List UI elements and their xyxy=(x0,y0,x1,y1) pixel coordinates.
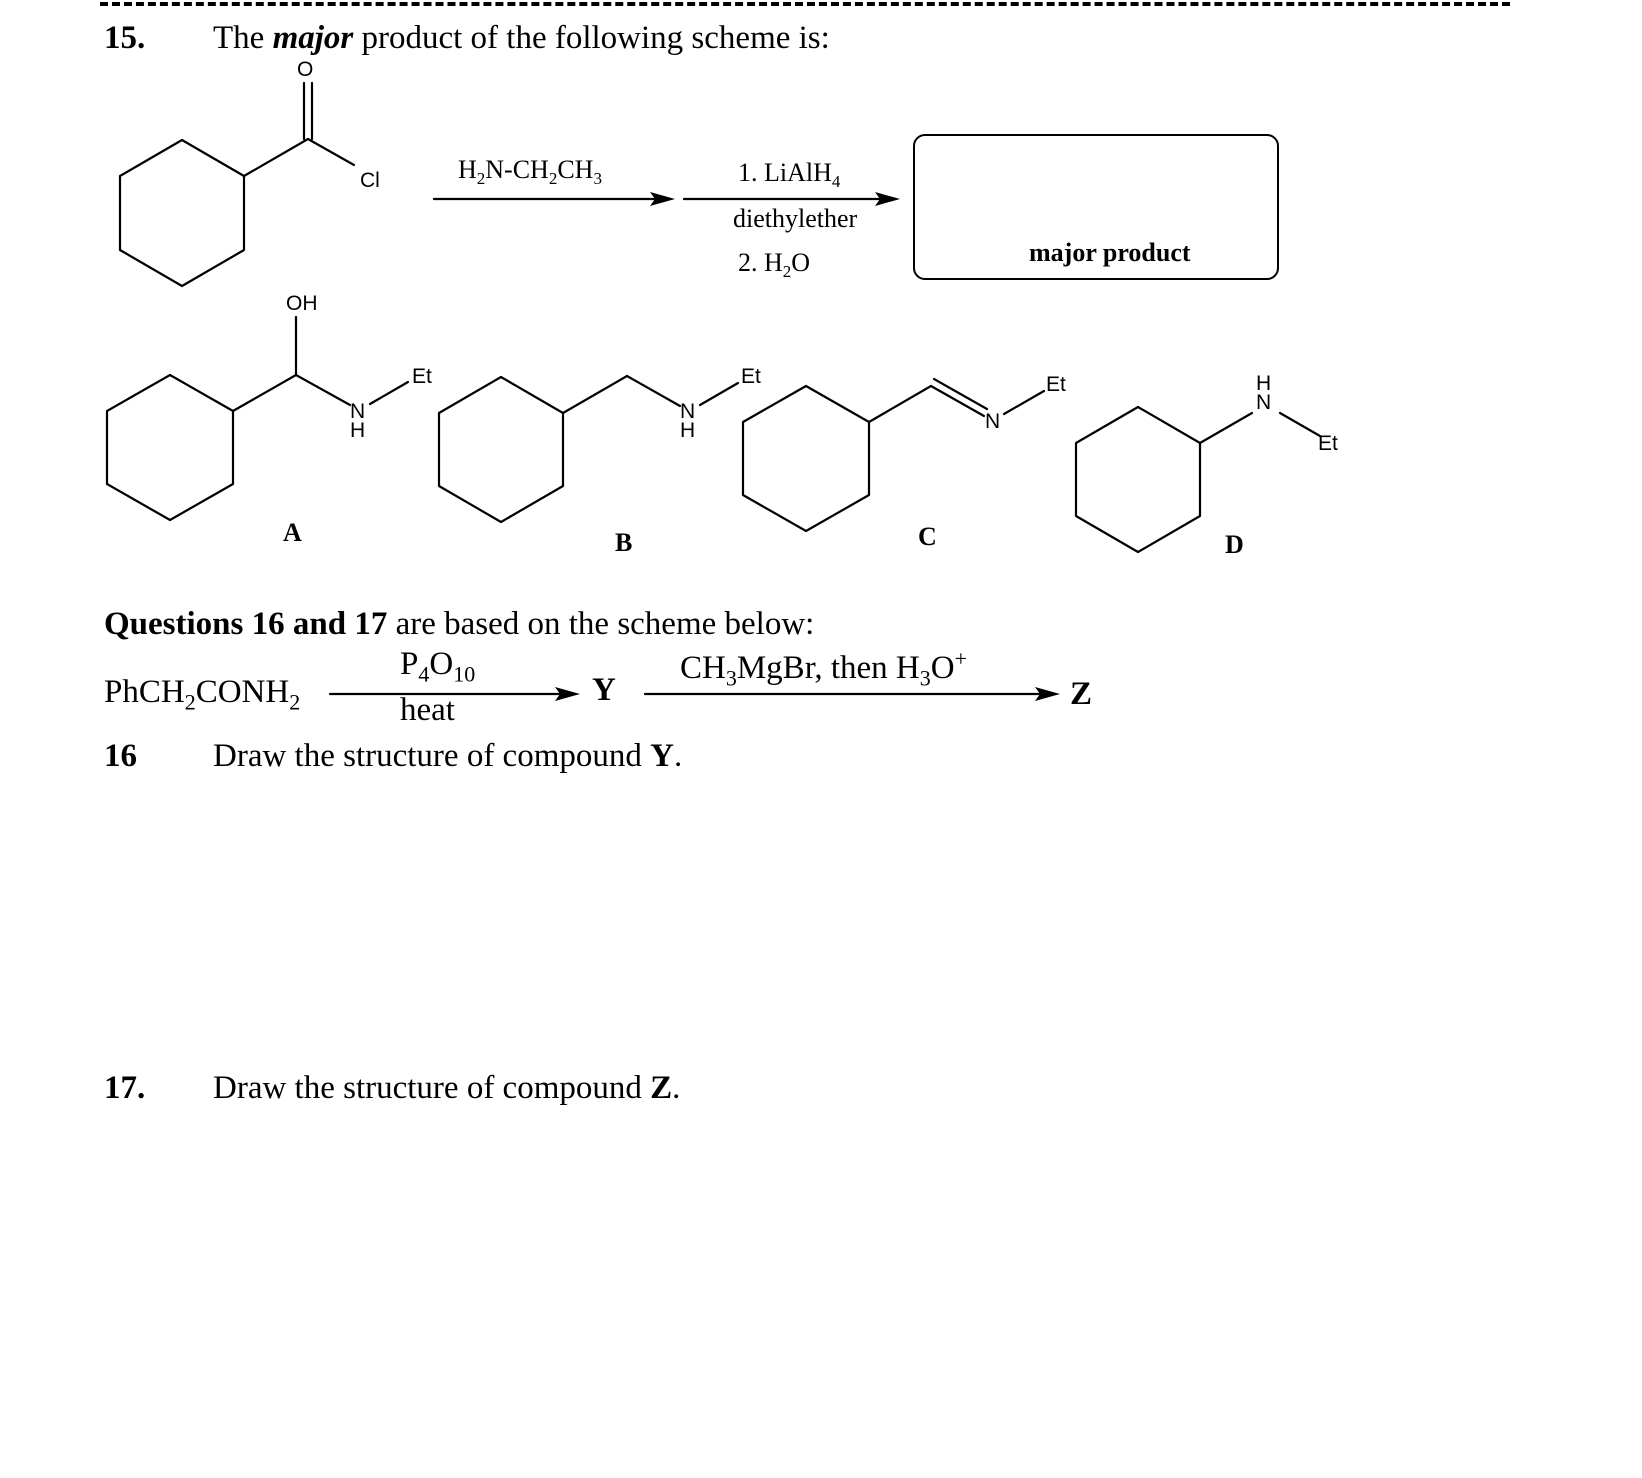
option-c-cyclohexane-ring xyxy=(743,386,869,531)
question-15-text-emphasis: major xyxy=(272,20,354,56)
option-d-n-et-bond xyxy=(1280,413,1320,436)
question-17-prompt: Draw the structure of compound xyxy=(213,1070,651,1106)
option-c-ring-ch-bond xyxy=(869,386,931,422)
question-16-compound: Y xyxy=(650,738,674,774)
option-c-n-et-bond xyxy=(1004,391,1044,414)
reagent-1-part: H xyxy=(458,155,477,184)
option-c-letter: C xyxy=(918,522,937,551)
reagent-2-subscript: 2 xyxy=(782,262,792,282)
question-15-text-post: product of the following scheme is: xyxy=(353,20,830,56)
option-a-cyclohexane-ring xyxy=(107,375,233,520)
p4o10-subscript: 4 xyxy=(418,661,430,687)
question-17-number: 17. xyxy=(104,1070,146,1106)
reagent-2-part: O xyxy=(791,248,811,277)
start-carbonyl-to-cl-bond xyxy=(308,139,354,165)
option-b-ring-ch2-bond xyxy=(563,376,627,413)
option-c-et-label: Et xyxy=(1046,373,1066,396)
option-a-n-et-bond xyxy=(370,382,408,404)
option-a-et-label: Et xyxy=(412,365,432,388)
question-15-text-pre: The xyxy=(213,20,273,56)
option-d-cyclohexane-ring xyxy=(1076,407,1200,552)
reagent-1-subscript: 3 xyxy=(593,169,602,189)
option-b-n-label: N xyxy=(680,400,696,423)
start-subscript: 2 xyxy=(289,689,301,715)
major-product-label: major product xyxy=(1029,238,1191,267)
start-carbonyl-oxygen-label: O xyxy=(297,58,314,81)
question-16-prompt: Draw the structure of compound xyxy=(213,738,651,774)
option-d-h-label: H xyxy=(1256,372,1272,395)
reagent-1-subscript: 2 xyxy=(548,169,558,189)
question-16-text xyxy=(213,738,682,775)
reagent-1-subscript: 2 xyxy=(476,169,486,189)
q15-reagent-2-line-1 xyxy=(738,158,840,192)
p4o10-part: O xyxy=(429,646,454,682)
start-ring-to-carbonyl-bond xyxy=(244,139,308,176)
starting-material-phch2conh2 xyxy=(104,674,300,716)
question-17-period: . xyxy=(672,1070,681,1106)
questions-16-17-heading xyxy=(104,606,814,643)
start-part: PhCH xyxy=(104,674,185,710)
reagent-2-part: 1. LiAlH xyxy=(738,158,832,187)
compound-y-label: Y xyxy=(592,672,616,708)
grignard-part: CH xyxy=(680,650,726,686)
heading-bold-part: Questions 16 and 17 xyxy=(104,606,388,642)
question-16-number: 16 xyxy=(104,738,137,774)
grignard-part: O xyxy=(930,650,955,686)
option-b-n-et-bond xyxy=(700,383,738,405)
grignard-subscript: 3 xyxy=(725,665,737,691)
question-17-compound: Z xyxy=(650,1070,673,1106)
option-c-imine-double-bond-b xyxy=(934,379,987,409)
start-chlorine-label: Cl xyxy=(360,169,380,192)
reagent-1-part: CH xyxy=(557,155,594,184)
option-a-cn-bond xyxy=(296,375,350,405)
p4o10-subscript: 10 xyxy=(453,661,476,687)
q15-reagent-2-line-3 xyxy=(738,248,810,282)
reagent-ch3mgbr-then-h3o xyxy=(680,646,967,692)
grignard-superscript: + xyxy=(954,646,968,671)
reagent-2-subscript: 4 xyxy=(831,172,841,192)
question-16-period: . xyxy=(673,738,683,774)
grignard-subscript: 3 xyxy=(919,665,931,691)
q15-reagent-1 xyxy=(458,155,602,189)
start-cyclohexane-ring xyxy=(120,140,244,286)
reagent-p4o10 xyxy=(400,646,475,688)
q15-reagent-2-line-2: diethylether xyxy=(733,204,858,233)
question-17-text xyxy=(213,1070,680,1107)
option-a-letter: A xyxy=(283,518,302,547)
reagent-2-part: 2. H xyxy=(738,248,783,277)
option-b-letter: B xyxy=(615,528,633,557)
question-15-number: 15. xyxy=(104,20,146,56)
option-d-letter: D xyxy=(1225,530,1244,559)
option-b-cyclohexane-ring xyxy=(439,377,563,522)
option-a-n-label: N xyxy=(350,400,366,423)
grignard-part: MgBr, then H xyxy=(736,650,920,686)
start-part: CONH xyxy=(195,674,290,710)
option-a-ring-bond xyxy=(233,375,296,411)
option-d-n-label: N xyxy=(1256,391,1272,414)
option-b-h-label: H xyxy=(680,419,696,442)
p4o10-part: P xyxy=(400,646,419,682)
start-subscript: 2 xyxy=(184,689,196,715)
option-a-h-label: H xyxy=(350,419,366,442)
compound-z-label: Z xyxy=(1070,676,1093,712)
option-d-et-label: Et xyxy=(1318,432,1338,455)
heading-rest-part: are based on the scheme below: xyxy=(387,606,815,642)
option-b-et-label: Et xyxy=(741,365,761,388)
option-b-ch2-n-bond xyxy=(627,376,680,406)
option-d-ring-n-bond xyxy=(1200,413,1252,443)
option-c-imine-double-bond-a xyxy=(931,386,984,416)
option-a-oh-label: OH xyxy=(286,292,318,315)
reagent-1-part: N-CH xyxy=(485,155,549,184)
option-c-n-label: N xyxy=(985,410,1001,433)
reagent-heat: heat xyxy=(400,692,455,728)
